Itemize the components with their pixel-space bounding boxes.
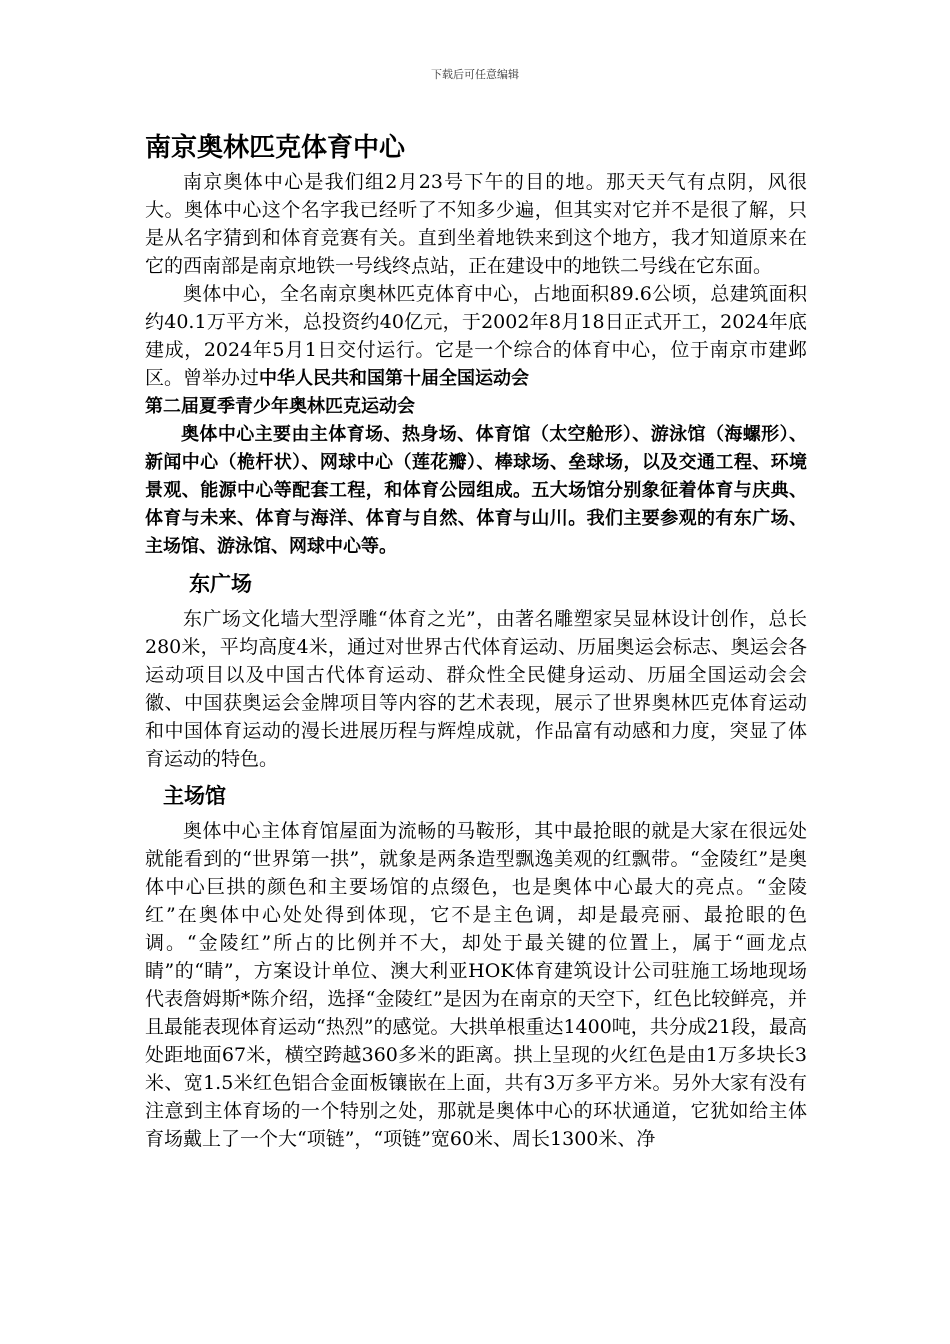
document-body [145, 128, 807, 1153]
section-heading-east-plaza: 东广场 [189, 572, 252, 596]
youth-olympics-line: 第二届夏季青少年奥林匹克运动会 [145, 396, 415, 417]
overview-paragraph [145, 280, 807, 393]
section-heading-main-stadium: 主场馆 [163, 784, 226, 808]
east-plaza-paragraph: 东广场文化墙大型浮雕“体育之光”，由著名雕塑家吴显林设计创作，总长280米，平均高度4米，通过对世界古代体育运动、历届奥运会标志、奥运会各运动项目以及中国古代体育运动、群众性全民健身运动、历届全国运动会会徽、中国获奥运会金牌项目等内容的艺术表现，展示了世界奥林匹克体育运动和中国体育运动的漫长进展历程与辉煌成就，作品富有动感和力度，突显了体育运动的特色。 [145, 608, 807, 770]
main-stadium-paragraph: 奥体中心主体育馆屋面为流畅的马鞍形，其中最抢眼的就是大家在很远处就能看到的“世界第一拱”，就象是两条造型飘逸美观的红飘带。“金陵红”是奥体中心巨拱的颜色和主要场馆的点缀色，也是奥体中心最大的亮点。“金陵红”在奥体中心处处得到体现，它不是主色调，却是最亮丽、最抢眼的色调。“金陵红”所占的比例并不大，却处于最关键的位置上，属于“画龙点睛”的“睛”，方案设计单位、澳大利亚HOK体育建筑设计公司驻施工场地现场代表詹姆斯*陈介绍，选择“金陵红”是因为在南京的天空下，红色比较鲜亮，并且最能表现体育运动“热烈”的感觉。大拱单根重达1400吨，共分成21段，最高处距地面67米，横空跨越360多米的距离。拱上呈现的火红色是由1万多块长3米、宽1.5米红色铝合金面板镶嵌在上面，共有3万多平方米。另外大家有没有注意到主体育场的一个特别之处，那就是奥体中心的环状通道，它犹如给主体育场戴上了一个大“项链”，“项链”宽60米、周长1300米、净 [145, 820, 807, 1150]
intro-paragraph: 南京奥体中心是我们组2月23号下午的目的地。那天天气有点阴，风很大。奥体中心这个名字我已经听了不知多少遍，但其实对它并不是很了解，只是从名字猜到和体育竞赛有关。直到坐着地铁来到这个地方，我才知道原来在它的西南部是南京地铁一号线终点站，正在建设中的地铁二号线在它东面。 [145, 171, 807, 277]
national-games-text: 中华人民共和国第十届全国运动会 [259, 368, 530, 389]
header-note: 下载后可任意编辑 [431, 68, 519, 81]
overview-text: 奥体中心，全名南京奥林匹克体育中心，占地面积89.6公顷，总建筑面积约40.1万平方米，总投资约40亿元，于2002年8月18日正式开工，2024年底建成，2024年5月1日交付运行。它是一个综合的体育中心，位于南京市建邺区。曾举办过 [145, 283, 807, 389]
facilities-paragraph: 奥体中心主要由主体育场、热身场、体育馆（太空舱形）、游泳馆（海螺形）、新闻中心（桅杆状）、网球中心（莲花瓣）、棒球场、垒球场，以及交通工程、环境景观、能源中心等配套工程，和体育公园组成。五大场馆分别象征着体育与庆典、体育与未来、体育与海洋、体育与自然、体育与山川。我们主要参观的有东广场、主场馆、游泳馆、网球中心等。 [145, 424, 807, 557]
page-title: 南京奥林匹克体育中心 [145, 133, 406, 163]
